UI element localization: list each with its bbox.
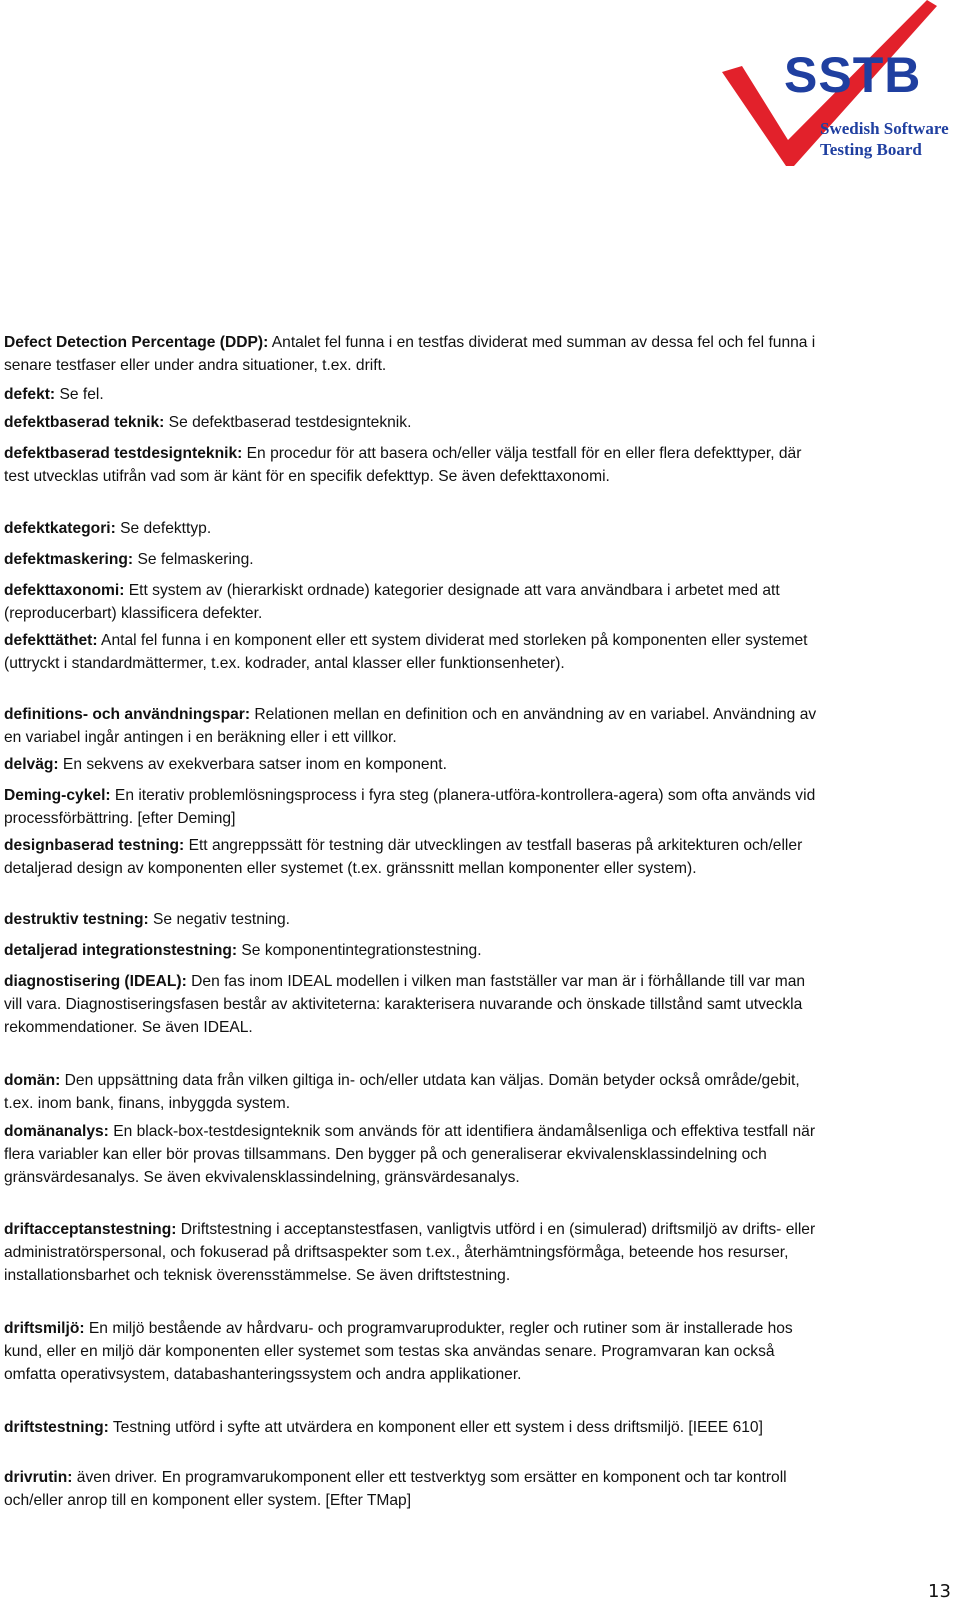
glossary-entry xyxy=(4,383,824,406)
entry-definition: En black-box-testdesignteknik som används för att identifiera ändamålsenliga och effektiva testfall när flera variabler kan eller bör provas tillsammans. Den bygger på och generaliserar ekvivalensklassindelning och gränsvärdesanalys. Se även ekvivalensklassindelning, gränsvärdesanalys. xyxy=(4,1123,816,1186)
glossary-entry xyxy=(4,970,824,1039)
sstb-logo xyxy=(722,0,960,168)
glossary-entry xyxy=(4,548,824,571)
logo-wordmark: SSTB xyxy=(784,47,922,103)
glossary-entry xyxy=(4,1466,824,1512)
entry-definition: Den uppsättning data från vilken giltiga in- och/eller utdata kan väljas. Domän betyder också område/gebit, t.ex. inom bank, finans, inbyggda system. xyxy=(4,1072,800,1112)
entry-term: detaljerad integrationstestning: xyxy=(4,942,238,959)
page-number: 13 xyxy=(928,1581,951,1602)
entry-definition: Driftstestning i acceptanstestfasen, vanligtvis utförd i en (simulerad) driftsmiljö av drifts- eller administratörspersonal, och fokuserad på driftsaspekter som t.ex., återhämtningsförmåga, beteende hos resurser, installationsbarhet och teknisk överensstämmelse. Se även driftstestning. xyxy=(4,1221,816,1284)
glossary-entry xyxy=(4,753,824,776)
glossary-entry xyxy=(4,1416,824,1439)
entry-definition: Se komponentintegrationstestning. xyxy=(237,942,482,959)
glossary-entry xyxy=(4,1120,824,1189)
logo-subtitle-line1: Swedish Software xyxy=(820,119,949,138)
entry-term: defektmaskering: xyxy=(4,551,134,568)
entry-definition: Se felmaskering. xyxy=(133,551,254,568)
entry-definition: En miljö bestående av hårdvaru- och programvaruprodukter, regler och rutiner som är installerade hos kund, eller en miljö där komponenten eller systemet som testas ska användas senare. Programvaran kan också omfatta operativsystem, databashanteringssystem och andra applikationer. xyxy=(4,1320,793,1383)
entry-definition: Ett angreppssätt för testning där utvecklingen av testfall baseras på arkitekturen och/eller detaljerad design av komponenten eller systemet (t.ex. gränssnitt mellan komponenter eller system). xyxy=(4,837,803,877)
entry-term: designbaserad testning: xyxy=(4,837,185,854)
entry-definition: Se negativ testning. xyxy=(148,911,291,928)
glossary-entry xyxy=(4,517,824,540)
entry-term: driftsmiljö: xyxy=(4,1320,85,1337)
entry-definition: Relationen mellan en definition och en användning av en variabel. Användning av en variabel ingår antingen i en beräkning eller i ett villkor. xyxy=(4,706,817,746)
logo-subtitle xyxy=(820,118,949,160)
entry-term: domänanalys: xyxy=(4,1123,109,1140)
logo-subtitle-line2: Testing Board xyxy=(820,140,922,159)
entry-definition: Ett system av (hierarkiskt ordnade) kategorier designade att vara användbara i arbetet med att (reproducerbart) klassificera defekter. xyxy=(4,582,780,622)
glossary-entry xyxy=(4,784,824,830)
entry-definition: Antal fel funna i en komponent eller ett system dividerat med storleken på komponenten eller systemet (uttryckt i standardmättermer, t.ex. kodrader, antal klasser eller funktionsenheter). xyxy=(4,632,808,672)
glossary-entry xyxy=(4,1218,824,1287)
entry-term: Deming-cykel: xyxy=(4,787,111,804)
entry-term: driftacceptanstestning: xyxy=(4,1221,177,1238)
entry-definition: även driver. En programvarukomponent eller ett testverktyg som ersätter en komponent och tar kontroll och/eller anrop till en komponent eller system. [Efter TMap] xyxy=(4,1469,787,1509)
entry-definition: En procedur för att basera och/eller välja testfall för en eller flera defekttyper, där test utvecklas utifrån vad som är känt för en specifik defekttyp. Se även defekttaxonomi. xyxy=(4,445,802,485)
entry-term: delväg: xyxy=(4,756,59,773)
glossary-entry xyxy=(4,442,824,488)
entry-term: defekttäthet: xyxy=(4,632,98,649)
entry-definition: Testning utförd i syfte att utvärdera en komponent eller ett system i dess driftsmiljö. [IEEE 610] xyxy=(108,1419,763,1436)
entry-definition: En sekvens av exekverbara satser inom en komponent. xyxy=(58,756,447,773)
entry-definition: Se fel. xyxy=(55,386,104,403)
glossary-entry xyxy=(4,331,824,377)
glossary-entry xyxy=(4,834,824,880)
entry-term: driftstestning: xyxy=(4,1419,109,1436)
entry-definition: Antalet fel funna i en testfas dividerat med summan av dessa fel och fel funna i senare testfaser eller under andra situationer, t.ex. drift. xyxy=(4,334,816,374)
entry-term: defektkategori: xyxy=(4,520,116,537)
glossary-entry xyxy=(4,629,824,675)
entry-definition: En iterativ problemlösningsprocess i fyra steg (planera-utföra-kontrollera-agera) som ofta används vid processförbättring. [efter Deming] xyxy=(4,787,816,827)
entry-term: defektbaserad teknik: xyxy=(4,414,165,431)
glossary-entry xyxy=(4,1069,824,1115)
glossary-entry xyxy=(4,411,824,434)
entry-term: Defect Detection Percentage (DDP): xyxy=(4,334,269,351)
glossary-entry xyxy=(4,939,824,962)
glossary-entry xyxy=(4,703,824,749)
entry-definition: Se defekttyp. xyxy=(115,520,212,537)
entry-definition: Den fas inom IDEAL modellen i vilken man fastställer var man är i förhållande till var man vill vara. Diagnostiseringsfasen består av aktiviteterna: karakterisera nuvarande och önskade tillstånd samt utveckla rekommendationer. Se även IDEAL. xyxy=(4,973,806,1036)
entry-term: diagnostisering (IDEAL): xyxy=(4,973,187,990)
glossary-entry xyxy=(4,579,824,625)
entry-term: destruktiv testning: xyxy=(4,911,149,928)
glossary-entry xyxy=(4,1317,824,1386)
entry-term: definitions- och användningspar: xyxy=(4,706,251,723)
entry-term: defekttaxonomi: xyxy=(4,582,125,599)
entry-term: drivrutin: xyxy=(4,1469,73,1486)
entry-term: defekt: xyxy=(4,386,56,403)
entry-term: domän: xyxy=(4,1072,61,1089)
entry-term: defektbaserad testdesignteknik: xyxy=(4,445,243,462)
glossary-entry xyxy=(4,908,824,931)
entry-definition: Se defektbaserad testdesignteknik. xyxy=(164,414,412,431)
